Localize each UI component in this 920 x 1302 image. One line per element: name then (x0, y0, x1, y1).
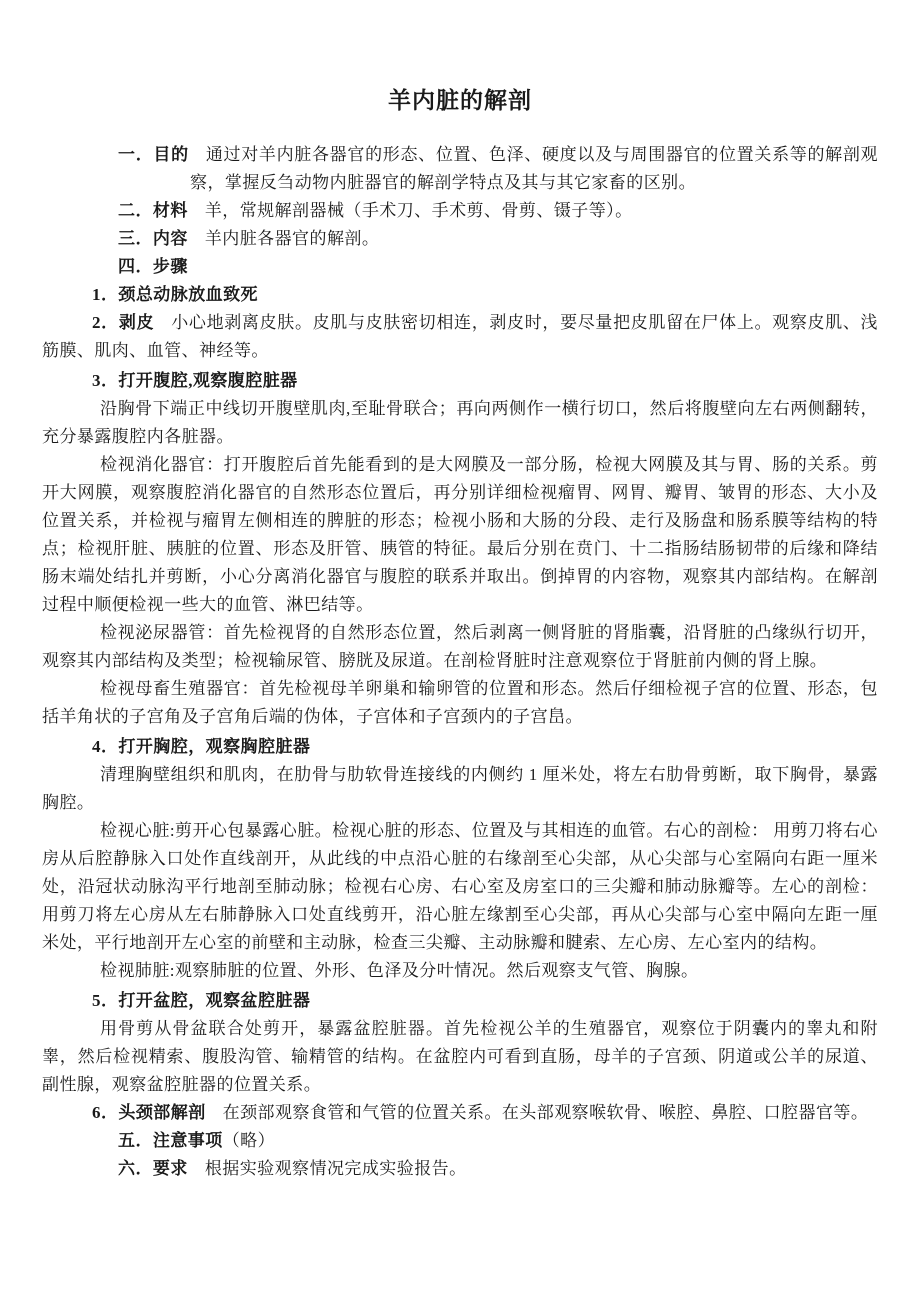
paragraph-heart-inspection (42, 817, 878, 957)
step-heading-3-abdomen (42, 367, 878, 395)
step-text: 在颈部观察食管和气管的位置关系。在头部观察喉软骨、喉腔、鼻腔、口腔器官等。 (222, 1103, 869, 1122)
step-number: 6． (92, 1103, 119, 1122)
paragraph-pelvic-organs (42, 1015, 878, 1099)
item-text: 通过对羊内脏各器官的形态、位置、色泽、硬度以及与周围器官的位置关系等的解剖观察，掌握反刍动物内脏器官的解剖学特点及其与其它家畜的区别。 (190, 145, 879, 192)
paragraph-text: 清理胸壁组织和肌肉，在肋骨与肋软骨连接线的内侧约 1 厘米处，将左右肋骨剪断，取下胸骨，暴露胸腔。 (42, 765, 878, 812)
document-title: 羊内脏的解剖 (388, 88, 532, 113)
item-text: （略） (222, 1131, 276, 1150)
item-number: 三． (118, 229, 153, 248)
step-number: 3． (92, 371, 119, 390)
paragraph-open-thorax (42, 761, 878, 817)
step-heading-4-thorax (42, 733, 878, 761)
paragraph-lung-inspection (42, 957, 878, 985)
paragraph-female-reproductive-organs (42, 675, 878, 731)
step-label: 打开腹腔,观察腹腔脏器 (118, 371, 298, 390)
item-number: 四． (118, 257, 153, 276)
step-heading-1 (42, 281, 878, 309)
paragraph-text: 检视母畜生殖器官：首先检视母羊卵巢和输卵管的位置和形态。然后仔细检视子宫的位置、形态，包括羊角状的子宫角及子宫角后端的伪体，子宫体和子宫颈内的子宫峊。 (42, 679, 878, 726)
step-number: 4． (92, 737, 119, 756)
step-item-6-head-neck (42, 1099, 878, 1127)
item-number: 五． (118, 1131, 153, 1150)
step-number: 1． (92, 285, 119, 304)
step-label: 打开胸腔，观察胸腔脏器 (118, 737, 311, 756)
step-label: 打开盆腔，观察盆腔脏器 (118, 991, 311, 1010)
step-label: 头颈部解剖 (118, 1103, 206, 1122)
step-label: 剥皮 (118, 313, 155, 332)
item-label: 要求 (152, 1159, 188, 1178)
list-item-requirements (118, 1155, 878, 1183)
step-heading-5-pelvis (42, 987, 878, 1015)
paragraph-digestive-organs (42, 451, 878, 619)
step-label: 颈总动脉放血致死 (118, 285, 259, 304)
list-item-steps (118, 253, 878, 281)
paragraph-urinary-organs (42, 619, 878, 675)
item-label: 步骤 (152, 257, 188, 276)
item-text: 羊内脏各器官的解剖。 (204, 229, 380, 248)
list-item-materials (118, 197, 878, 225)
step-number: 5． (92, 991, 119, 1010)
step-text: 小心地剥离皮肤。皮肌与皮肤密切相连，剥皮时，要尽量把皮肌留在尸体上。观察皮肌、浅筋膜、肌肉、血管、神经等。 (42, 313, 879, 360)
step-number: 2． (92, 313, 119, 332)
list-item-notes (118, 1127, 878, 1155)
item-label: 材料 (152, 201, 188, 220)
paragraph-text: 检视消化器官：打开腹腔后首先能看到的是大网膜及一部分肠，检视大网膜及其与胃、肠的关系。剪开大网膜，观察腹腔消化器官的自然形态位置后，再分别详细检视瘤胃、网胃、瓣胃、皱胃的形态、大小及位置关系，并检视与瘤胃左侧相连的脾脏的形态；检视小肠和大肠的分段、走行及肠盘和肠系膜等结构的特点；检视肝脏、胰脏的位置、形态及肝管、胰管的特征。最后分别在贲门、十二指肠结肠韧带的后缘和降结肠末端处结扎并剪断，小心分离消化器官与腹腔的联系并取出。倒掉胃的内容物，观察其内部结构。在解剖过程中顺便检视一些大的血管、淋巴结等。 (42, 455, 878, 614)
paragraph-text: 检视肺脏:观察肺脏的位置、外形、色泽及分叶情况。然后观察支气管、胸腺。 (100, 961, 699, 980)
item-number: 一． (118, 145, 154, 164)
paragraph-text: 检视泌尿器管：首先检视肾的自然形态位置，然后剥离一侧肾脏的肾脂囊，沿肾脏的凸缘纵行切开，观察其内部结构及类型；检视输尿管、膀胱及尿道。在剖检肾脏时注意观察位于肾脏前内侧的肾上腺。 (42, 623, 878, 670)
item-label: 注意事项 (152, 1131, 223, 1150)
item-label: 目的 (153, 145, 189, 164)
list-item-purpose (118, 141, 879, 197)
step-item-2-skinning (42, 309, 878, 365)
paragraph-open-abdomen (42, 395, 878, 451)
item-label: 内容 (152, 229, 188, 248)
item-number: 六． (118, 1159, 153, 1178)
item-text: 根据实验观察情况完成实验报告。 (204, 1159, 467, 1178)
item-text: 羊，常规解剖器械（手术刀、手术剪、骨剪、镊子等）。 (204, 201, 633, 220)
item-number: 二． (118, 201, 153, 220)
paragraph-text: 用骨剪从骨盆联合处剪开，暴露盆腔脏器。首先检视公羊的生殖器官，观察位于阴囊内的睾丸和附睾，然后检视精索、腹股沟管、输精管的结构。在盆腔内可看到直肠，母羊的子宫颈、阴道或公羊的尿道、副性腺，观察盆腔脏器的位置关系。 (42, 1019, 878, 1094)
paragraph-text: 沿胸骨下端正中线切开腹壁肌肉,至耻骨联合；再向两侧作一横行切口，然后将腹壁向左右两侧翻转，充分暴露腹腔内各脏器。 (42, 399, 878, 446)
paragraph-text: 检视心脏:剪开心包暴露心脏。检视心脏的形态、位置及与其相连的血管。右心的剖检： 用剪刀将右心房从后腔静脉入口处作直线剖开，从此线的中点沿心脏的右缘剖至心尖部，从心尖部与心室隔向右距一厘米处，沿冠状动脉沟平行地剖至肺动脉；检视右心房、右心室及房室口的三尖瓣和肺动脉瓣等。左心的剖检：用剪刀将左心房从左右肺静脉入口处直线剪开，沿心脏左缘割至心尖部，再从心尖部与心室中隔向左距一厘米处，平行地剖开左心室的前壁和主动脉，检查三尖瓣、主动脉瓣和腱索、左心房、左心室内的结构。 (42, 821, 878, 952)
list-item-content (118, 225, 878, 253)
